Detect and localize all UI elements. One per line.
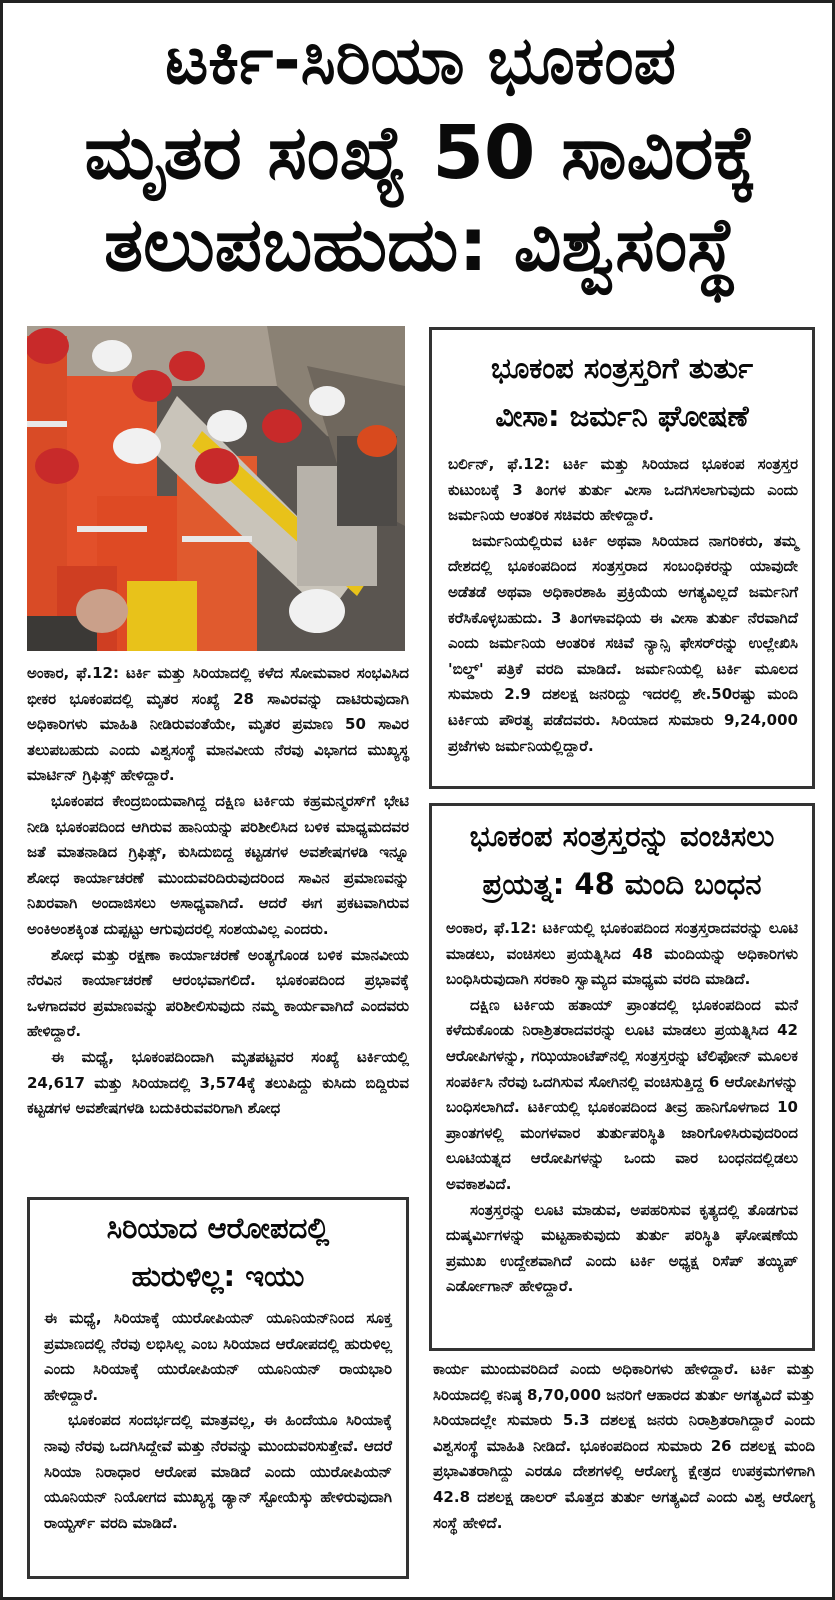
continuation-paragraph: ಕಾರ್ಯ ಮುಂದುವರಿದಿದೆ ಎಂದು ಅಧಿಕಾರಿಗಳು ಹೇಳಿದ್ದಾರೆ. ಟರ್ಕಿ ಮತ್ತು ಸಿರಿಯಾದಲ್ಲಿ ಕನಿಷ್ಠ 8,70,000 ಜನರಿಗೆ ಆಹಾರದ ತುರ್ತು ಅಗತ್ಯವಿದೆ ಮತ್ತು ಸಿರಿಯಾದಲ್ಲೇ ಸುಮಾರು 5.3 ದಶಲಕ್ಷ ಜನರು ನಿರಾಶ್ರಿತರಾಗಿದ್ದಾರೆ ಎಂದು ವಿಶ್ವಸಂಸ್ಥೆ ಮಾಹಿತಿ ನೀಡಿದೆ. ಭೂಕಂಪದಿಂದ ಸುಮಾರು 26 ದಶಲಕ್ಷ ಮಂದಿ ಪ್ರಭಾವಿತರಾಗಿದ್ದು ಎರಡೂ ದೇಶಗಳಲ್ಲಿ ಆರೋಗ್ಯ ಕ್ಷೇತ್ರದ ಉಪಕ್ರಮಗಳಿಗಾಗಿ 42.8 ದಶಲಕ್ಷ ಡಾಲರ್ ಮೊತ್ತದ ತುರ್ತು ಅಗತ್ಯವಿದೆ ಎಂದು ವಿಶ್ವ ಆರೋಗ್ಯ ಸಂಸ್ಥೆ ಹೇಳಿದೆ. bbox=[433, 1360, 815, 1532]
box-paragraph: ಭೂಕಂಪದ ಸಂದರ್ಭದಲ್ಲಿ ಮಾತ್ರವಲ್ಲ, ಈ ಹಿಂದೆಯೂ ಸಿರಿಯಾಕ್ಕೆ ನಾವು ನೆರವು ಒದಗಿಸಿದ್ದೇವೆ ಮತ್ತು ನೆರವನ್ನು ಮುಂದುವರಿಸುತ್ತೇವೆ. ಆದರೆ ಸಿರಿಯಾ ನಿರಾಧಾರ ಆರೋಪ ಮಾಡಿದೆ ಎಂದು ಯುರೋಪಿಯನ್ ಯೂನಿಯನ್ ನಿಯೋಗದ ಮುಖ್ಯಸ್ಥ ಡ್ಯಾನ್ ಸ್ಟೋಯೆಸ್ಕು ಹೇಳಿರುವುದಾಗಿ ರಾಯ್ಟರ್ಸ್ ವರದಿ ಮಾಡಿದೆ. bbox=[44, 1411, 392, 1532]
box-paragraph: ದಕ್ಷಿಣ ಟರ್ಕಿಯ ಹತಾಯ್ ಪ್ರಾಂತದಲ್ಲಿ ಭೂಕಂಪದಿಂದ ಮನೆ ಕಳೆದುಕೊಂಡು ನಿರಾಶ್ರಿತರಾದವರನ್ನು ಲೂಟಿ ಮಾಡಲು ಪ್ರಯತ್ನಿಸಿದ 42 ಆರೋಪಿಗಳನ್ನು, ಗಝಿಯಾಂಟೆಪ್‌ನಲ್ಲಿ ಸಂತ್ರಸ್ತರನ್ನು ಟೆಲಿಫೋನ್ ಮೂಲಕ ಸಂಪರ್ಕಿಸಿ ನೆರವು ಒದಗಿಸುವ ಸೋಗಿನಲ್ಲಿ ವಂಚಿಸುತ್ತಿದ್ದ 6 ಆರೋಪಿಗಳನ್ನು ಬಂಧಿಸಲಾಗಿದೆ. ಟರ್ಕಿಯಲ್ಲಿ ಭೂಕಂಪದಿಂದ ತೀವ್ರ ಹಾನಿಗೊಳಗಾದ 10 ಪ್ರಾಂತಗಳಲ್ಲಿ ಮಂಗಳವಾರ ತುರ್ತುಪರಿಸ್ಥಿತಿ ಜಾರಿಗೊಳಿಸಿರುವುದರಿಂದ ಲೂಟಿಯತ್ನದ ಆರೋಪಿಗಳನ್ನು ಒಂದು ವಾರ ಬಂಧನದಲ್ಲಿಡಲು ಅವಕಾಶವಿದೆ. bbox=[446, 995, 798, 1193]
box-paragraph: ಸಂತ್ರಸ್ತರನ್ನು ಲೂಟಿ ಮಾಡುವ, ಅಪಹರಿಸುವ ಕೃತ್ಯದಲ್ಲಿ ತೊಡಗುವ ದುಷ್ಕರ್ಮಿಗಳನ್ನು ಮಟ್ಟಹಾಕುವುದು ತುರ್ತು ಪರಿಸ್ಥಿತಿ ಘೋಷಣೆಯ ಪ್ರಮುಖ ಉದ್ದೇಶವಾಗಿದೆ ಎಂದು ಟರ್ಕಿ ಅಧ್ಯಕ್ಷ ರಿಸೆಪ್ ತಯ್ಯಿಪ್ ಎರ್ಡೋಗಾನ್ ಹೇಳಿದ್ದಾರೆ. bbox=[446, 1200, 798, 1296]
arrest-box bbox=[429, 803, 815, 1351]
main-story-body bbox=[27, 661, 409, 1122]
box-title-line: ಭೂಕಂಪ ಸಂತ್ರಸ್ತರಿಗೆ ತುರ್ತು bbox=[490, 351, 754, 385]
arrest-title bbox=[432, 806, 812, 908]
box-title-line: ಹುರುಳಿಲ್ಲ: ಇಯು bbox=[131, 1259, 305, 1293]
main-story-paragraph: ಭೂಕಂಪದ ಕೇಂದ್ರಬಿಂದುವಾಗಿದ್ದ ದಕ್ಷಿಣ ಟರ್ಕಿಯ ಕಹ್ರಮನ್ಮರಸ್‌ಗೆ ಭೇಟಿ ನೀಡಿ ಭೂಕಂಪದಿಂದ ಆಗಿರುವ ಹಾನಿಯನ್ನು ಪರಿಶೀಲಿಸಿದ ಬಳಿಕ ಮಾಧ್ಯಮದವರ ಜತೆ ಮಾತನಾಡಿದ ಗ್ರಿಫಿತ್ಸ್, ಕುಸಿದುಬಿದ್ದ ಕಟ್ಟಡಗಳ ಅವಶೇಷಗಳಡಿ ಇನ್ನೂ ಶೋಧ ಕಾರ್ಯಾಚರಣೆ ಮುಂದುವರಿದಿರುವುದರಿಂದ ಸಾವಿನ ಪ್ರಮಾಣವನ್ನು ನಿಖರವಾಗಿ ಅಂದಾಜಿಸಲು ಅಸಾಧ್ಯವಾಗಿದೆ. ಆದರೆ ಈಗ ಪ್ರಕಟವಾಗಿರುವ ಅಂಕಿಅಂಶಕ್ಕಿಂತ ದುಪ್ಪಟ್ಟು ಆಗುವುದರಲ್ಲಿ ಸಂಶಯವಿಲ್ಲ ಎಂದರು. bbox=[27, 791, 409, 938]
box-paragraph: ಬರ್ಲಿನ್, ಫೆ.12: ಟರ್ಕಿ ಮತ್ತು ಸಿರಿಯಾದ ಭೂಕಂಪ ಸಂತ್ರಸ್ತರ ಕುಟುಂಬಕ್ಕೆ 3 ತಿಂಗಳ ತುರ್ತು ವೀಸಾ ಒದಗಿಸಲಾಗುವುದು ಎಂದು ಜರ್ಮನಿಯ ಆಂತರಿಕ ಸಚಿವರು ಹೇಳಿದ್ದಾರೆ. bbox=[448, 455, 798, 525]
box-title-line: ವೀಸಾ: ಜರ್ಮನಿ ಘೋಷಣೆ bbox=[495, 399, 749, 433]
rescue-photo bbox=[27, 326, 405, 651]
germany-visa-body bbox=[432, 440, 812, 759]
germany-visa-title bbox=[432, 330, 812, 440]
arrest-body bbox=[432, 908, 812, 1300]
eu-body bbox=[30, 1300, 406, 1536]
box-title-line: ಪ್ರಯತ್ನ: 48 ಮಂದಿ ಬಂಧನ bbox=[482, 867, 762, 901]
box-title-line: ಸಿರಿಯಾದ ಆರೋಪದಲ್ಲಿ bbox=[106, 1211, 330, 1245]
germany-visa-box bbox=[429, 327, 815, 789]
box-paragraph: ಈ ಮಧ್ಯೆ, ಸಿರಿಯಾಕ್ಕೆ ಯುರೋಪಿಯನ್ ಯೂನಿಯನ್‌ನಿಂದ ಸೂಕ್ತ ಪ್ರಮಾಣದಲ್ಲಿ ನೆರವು ಲಭಿಸಿಲ್ಲ ಎಂಬ ಸಿರಿಯಾದ ಆರೋಪದಲ್ಲಿ ಹುರುಳಿಲ್ಲ ಎಂದು ಸಿರಿಯಾಕ್ಕೆ ಯುರೋಪಿಯನ್ ಯೂನಿಯನ್ ರಾಯಭಾರಿ ಹೇಳಿದ್ದಾರೆ. bbox=[44, 1309, 392, 1404]
headline-line-1: ಟರ್ಕಿ-ಸಿರಿಯಾ ಭೂಕಂಪ bbox=[165, 22, 676, 99]
eu-box bbox=[27, 1197, 409, 1579]
headline-line-2: ಮೃತರ ಸಂಖ್ಯೆ 50 ಸಾವಿರಕ್ಕೆ bbox=[84, 110, 757, 196]
rescue-workers-image bbox=[27, 326, 405, 651]
main-story-paragraph: ಅಂಕಾರ, ಫೆ.12: ಟರ್ಕಿ ಮತ್ತು ಸಿರಿಯಾದಲ್ಲಿ ಕಳೆದ ಸೋಮವಾರ ಸಂಭವಿಸಿದ ಭೀಕರ ಭೂಕಂಪದಲ್ಲಿ ಮೃತರ ಸಂಖ್ಯೆ 28 ಸಾವಿರವನ್ನು ದಾಟಿರುವುದಾಗಿ ಅಧಿಕಾರಿಗಳು ಮಾಹಿತಿ ನೀಡಿರುವಂತೆಯೇ, ಮೃತರ ಪ್ರಮಾಣ 50 ಸಾವಿರ ತಲುಪಬಹುದು ಎಂದು ವಿಶ್ವಸಂಸ್ಥೆ ಮಾನವೀಯ ನೆರವು ವಿಭಾಗದ ಮುಖ್ಯಸ್ಥ ಮಾರ್ಟಿನ್ ಗ್ರಿಫಿತ್ಸ್ ಹೇಳಿದ್ದಾರೆ. bbox=[27, 664, 409, 785]
main-story-paragraph: ಶೋಧ ಮತ್ತು ರಕ್ಷಣಾ ಕಾರ್ಯಾಚರಣೆ ಅಂತ್ಯಗೊಂಡ ಬಳಿಕ ಮಾನವೀಯ ನೆರವಿನ ಕಾರ್ಯಾಚರಣೆ ಆರಂಭವಾಗಲಿದೆ. ಭೂಕಂಪದಿಂದ ಪ್ರಭಾವಕ್ಕೆ ಒಳಗಾದವರ ಪ್ರಮಾಣವನ್ನು ಪರಿಶೀಲಿಸುವುದು ನಮ್ಮ ಕಾರ್ಯವಾಗಿದೆ ಎಂದವರು ಹೇಳಿದ್ದಾರೆ. bbox=[27, 945, 409, 1041]
box-paragraph: ಅಂಕಾರ, ಫೆ.12: ಟರ್ಕಿಯಲ್ಲಿ ಭೂಕಂಪದಿಂದ ಸಂತ್ರಸ್ತರಾದವರನ್ನು ಲೂಟಿ ಮಾಡಲು, ವಂಚಿಸಲು ಪ್ರಯತ್ನಿಸಿದ 48 ಮಂದಿಯನ್ನು ಅಧಿಕಾರಿಗಳು ಬಂಧಿಸಿರುವುದಾಗಿ ಸರಕಾರಿ ಸ್ವಾಮ್ಯದ ಮಾಧ್ಯಮ ವರದಿ ಮಾಡಿದೆ. bbox=[446, 919, 798, 989]
box-paragraph: ಜರ್ಮನಿಯಲ್ಲಿರುವ ಟರ್ಕಿ ಅಥವಾ ಸಿರಿಯಾದ ನಾಗರಿಕರು, ತಮ್ಮ ದೇಶದಲ್ಲಿ ಭೂಕಂಪದಿಂದ ಸಂತ್ರಸ್ತರಾದ ಸಂಬಂಧಿಕರನ್ನು ಯಾವುದೇ ಅಡೆತಡೆ ಅಥವಾ ಅಧಿಕಾರಶಾಹಿ ಪ್ರಕ್ರಿಯೆಯ ಅಗತ್ಯವಿಲ್ಲದೆ ಜರ್ಮನಿಗೆ ಕರೆಸಿಕೊಳ್ಳಬಹುದು. 3 ತಿಂಗಳಾವಧಿಯ ಈ ವೀಸಾ ತುರ್ತು ನೆರವಾಗಿದೆ ಎಂದು ಜರ್ಮನಿಯ ಆಂತರಿಕ ಸಚಿವೆ ನ್ಯಾನ್ಸಿ ಫೇಸರ್‌ರನ್ನು ಉಲ್ಲೇಖಿಸಿ 'ಬಿಲ್ಡ್' ಪತ್ರಿಕೆ ವರದಿ ಮಾಡಿದೆ. ಜರ್ಮನಿಯಲ್ಲಿ ಟರ್ಕಿ ಮೂಲದ ಸುಮಾರು 2.9 ದಶಲಕ್ಷ ಜನರಿದ್ದು ಇದರಲ್ಲಿ ಶೇ.50ರಷ್ಟು ಮಂದಿ ಟರ್ಕಿಯ ಪೌರತ್ವ ಪಡೆದವರು. ಸಿರಿಯಾದ ಸುಮಾರು 9,24,000 ಪ್ರಜೆಗಳು ಜರ್ಮನಿಯಲ್ಲಿದ್ದಾರೆ. bbox=[448, 531, 798, 755]
main-story-paragraph: ಈ ಮಧ್ಯೆ, ಭೂಕಂಪದಿಂದಾಗಿ ಮೃತಪಟ್ಟವರ ಸಂಖ್ಯೆ ಟರ್ಕಿಯಲ್ಲಿ 24,617 ಮತ್ತು ಸಿರಿಯಾದಲ್ಲಿ 3,574ಕ್ಕೆ ತಲುಪಿದ್ದು ಕುಸಿದು ಬಿದ್ದಿರುವ ಕಟ್ಟಡಗಳ ಅವಶೇಷಗಳಡಿ ಬದುಕಿರುವವರಿಗಾಗಿ ಶೋಧ bbox=[27, 1047, 409, 1118]
main-story-continuation bbox=[433, 1357, 815, 1536]
headline-line-3: ತಲುಪಬಹುದು: ವಿಶ್ವಸಂಸ್ಥೆ bbox=[103, 202, 738, 288]
box-title-line: ಭೂಕಂಪ ಸಂತ್ರಸ್ತರನ್ನು ವಂಚಿಸಲು bbox=[469, 819, 775, 853]
eu-title bbox=[30, 1200, 406, 1300]
